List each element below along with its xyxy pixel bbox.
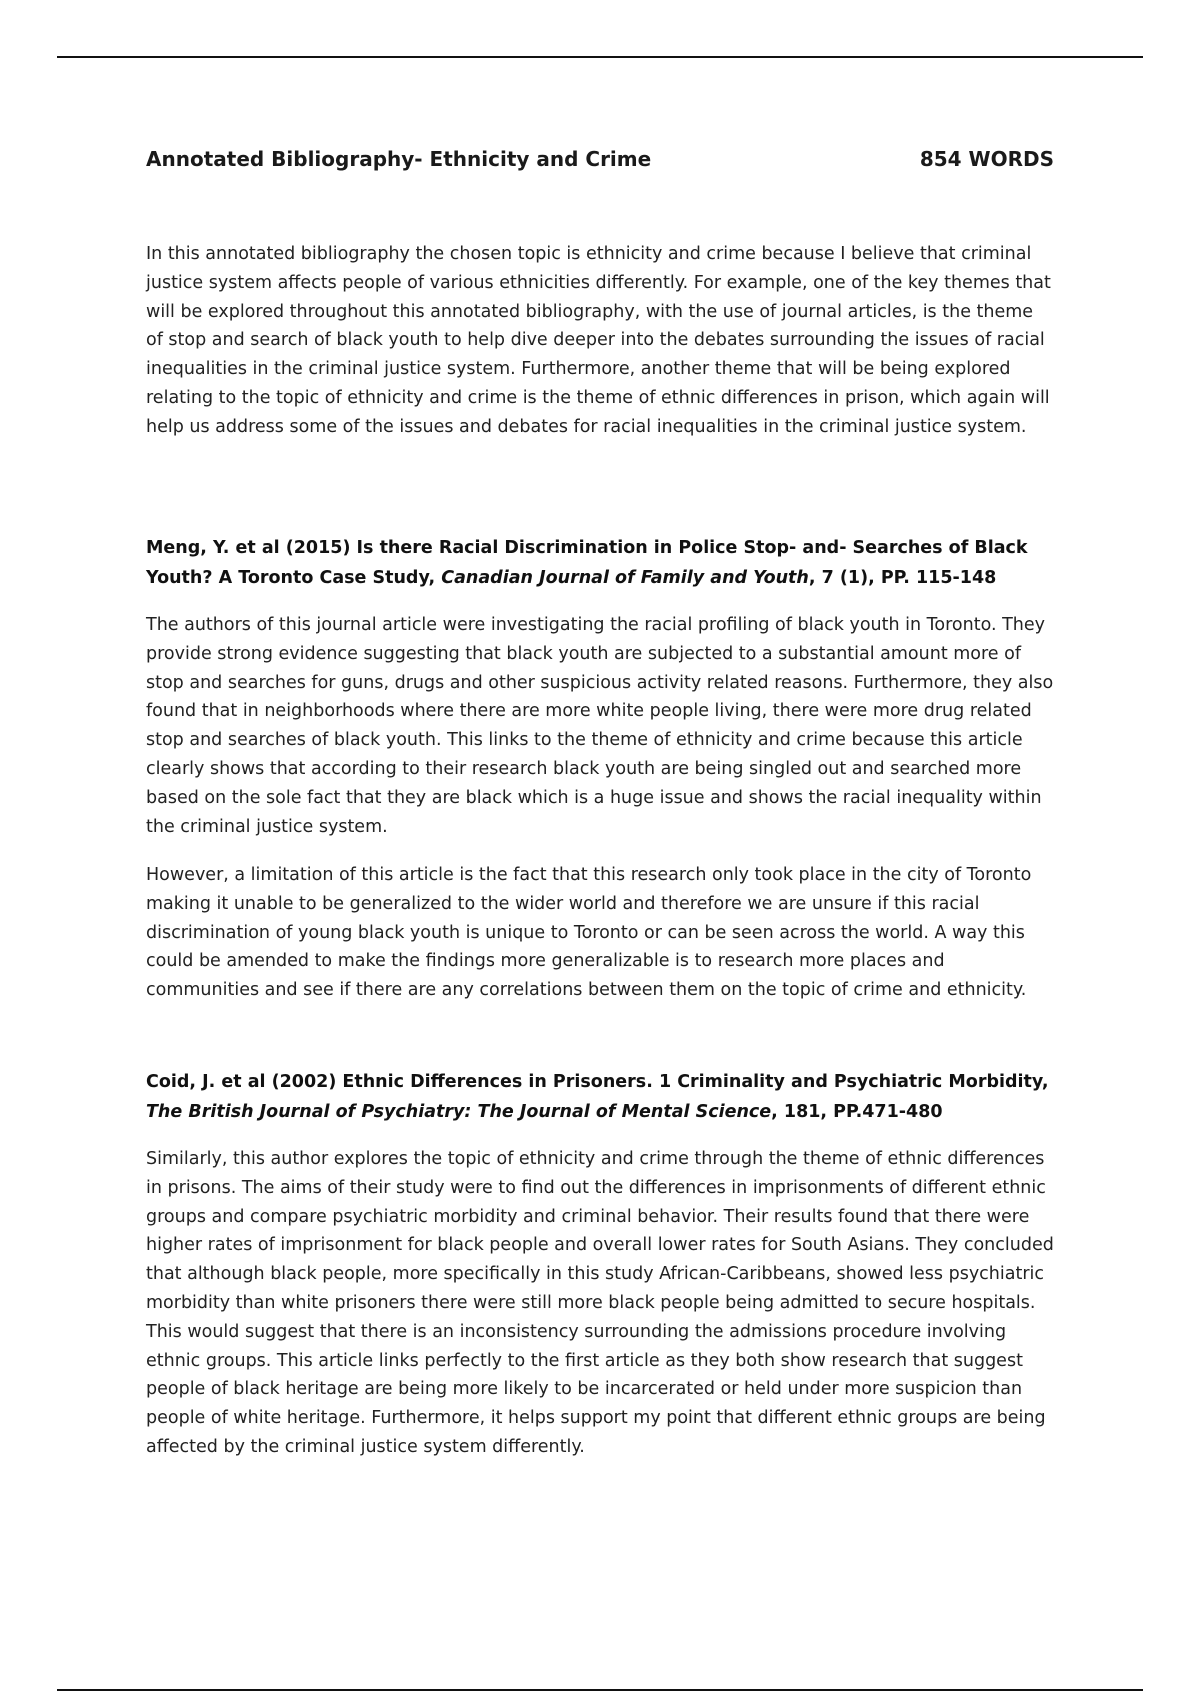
reference-tail: , 181, PP.471-480 xyxy=(771,1102,943,1122)
reference-main: Meng, Y. et al (2015) Is there Racial Discrimination in Police Stop- and- Searches of Black Youth? A Toronto Case Study, xyxy=(146,538,1028,588)
reference-main: Coid, J. et al (2002) Ethnic Differences in Prisoners. 1 Criminality and Psychiatric Morbidity, xyxy=(146,1072,1049,1092)
title-row xyxy=(146,147,1054,171)
coid-summary-paragraph: Similarly, this author explores the topic of ethnicity and crime through the theme of ethnic differences in prisons. The aims of their study were to find out the differences in imprisonments of different ethnic groups and compare psychiatric morbidity and criminal behavior. Their results found that there were higher rates of imprisonment for black people and overall lower rates for South Asians. They concluded that although black people, more specifically in this study African-Caribbeans, showed less psychiatric morbidity than white prisoners there were still more black people being admitted to secure hospitals. This would suggest that there is an inconsistency surrounding the admissions procedure involving ethnic groups. This article links perfectly to the first article as they both show research that suggest people of black heritage are being more likely to be incarcerated or held under more suspicion than people of white heritage. Furthermore, it helps support my point that different ethnic groups are being affected by the criminal justice system differently. xyxy=(146,1149,1054,1457)
top-rule xyxy=(57,56,1143,58)
reference-journal: Canadian Journal of Family and Youth xyxy=(441,568,809,588)
document-title: Annotated Bibliography- Ethnicity and Crime xyxy=(146,147,652,171)
reference-journal: The British Journal of Psychiatry: The Journal of Mental Science xyxy=(146,1102,772,1122)
reference-tail: , 7 (1), PP. 115-148 xyxy=(808,568,997,588)
reference-coid xyxy=(146,1067,1054,1127)
intro-paragraph: In this annotated bibliography the chosen topic is ethnicity and crime because I believe that criminal justice system affects people of various ethnicities differently. For example, one of the key themes that will be explored throughout this annotated bibliography, with the use of journal articles, is the theme of stop and search of black youth to help dive deeper into the debates surrounding the issues of racial inequalities in the criminal justice system. Furthermore, another theme that will be being explored relating to the topic of ethnicity and crime is the theme of ethnic differences in prison, which again will help us address some of the issues and debates for racial inequalities in the criminal justice system. xyxy=(146,244,1051,437)
meng-summary-paragraph: The authors of this journal article were investigating the racial profiling of black youth in Toronto. They provide strong evidence suggesting that black youth are subjected to a substantial amount more of stop and searches for guns, drugs and other suspicious activity related reasons. Furthermore, they also found that in neighborhoods where there are more white people living, there were more drug related stop and searches of black youth. This links to the theme of ethnicity and crime because this article clearly shows that according to their research black youth are being singled out and searched more based on the sole fact that they are black which is a huge issue and shows the racial inequality within the criminal justice system. xyxy=(146,615,1054,837)
word-count: 854 WORDS xyxy=(919,147,1054,171)
reference-meng xyxy=(146,533,1054,593)
bottom-rule xyxy=(57,1689,1143,1691)
meng-limitation-paragraph: However, a limitation of this article is the fact that this research only took place in the city of Toronto making it unable to be generalized to the wider world and therefore we are unsure if this racial discrimination of young black youth is unique to Toronto or can be seen across the world. A way this could be amended to make the findings more generalizable is to research more places and communities and see if there are any correlations between them on the topic of crime and ethnicity. xyxy=(146,865,1032,1001)
